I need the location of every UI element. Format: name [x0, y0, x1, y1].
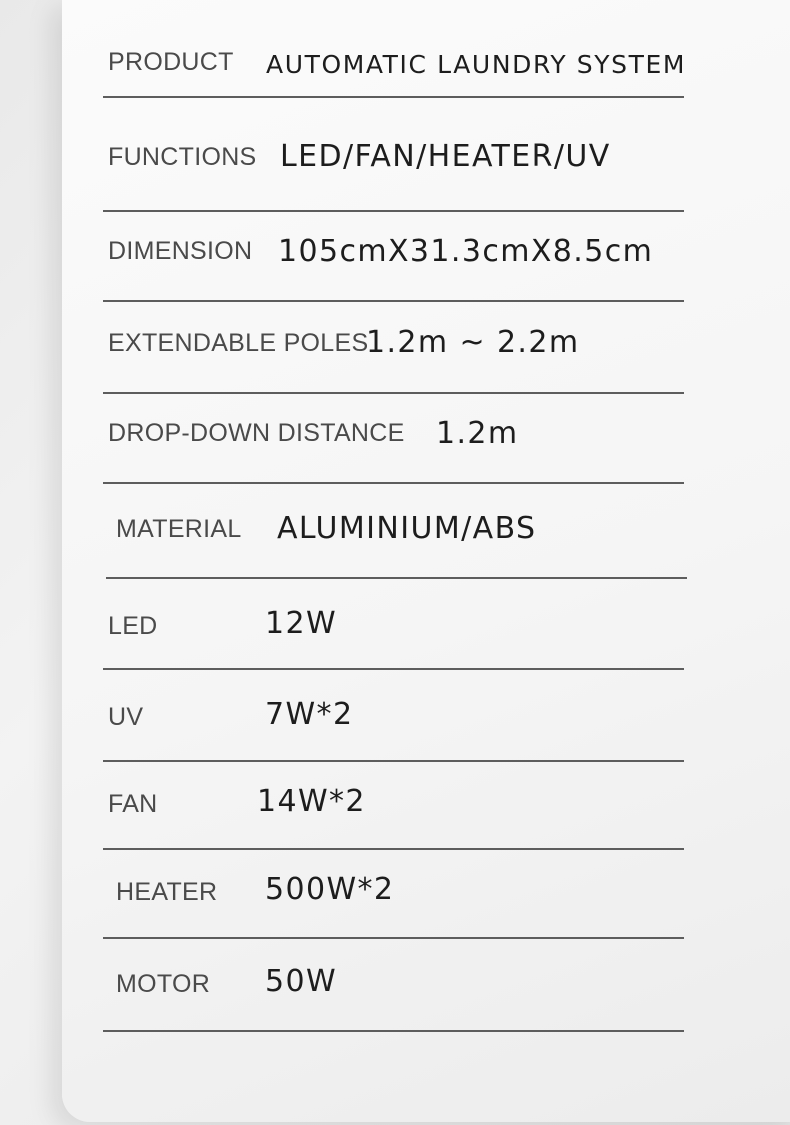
spec-label-dimension: DIMENSION [108, 237, 253, 265]
spec-label-heater: HEATER [116, 878, 218, 906]
spec-label-material: MATERIAL [116, 515, 242, 543]
divider [103, 1030, 684, 1032]
divider [103, 848, 684, 850]
spec-label-uv: UV [108, 703, 144, 731]
spec-value-dimension: 105cmX31.3cmX8.5cm [278, 234, 654, 269]
spec-value-material: ALUMINIUM/ABS [277, 511, 537, 546]
divider [106, 577, 687, 579]
spec-value-uv: 7W*2 [265, 697, 354, 732]
spec-value-product: AUTOMATIC LAUNDRY SYSTEM [266, 50, 687, 79]
divider [103, 937, 684, 939]
spec-label-fan: FAN [108, 790, 158, 818]
divider [103, 482, 684, 484]
spec-label-product: PRODUCT [108, 48, 234, 76]
spec-value-heater: 500W*2 [265, 872, 395, 907]
divider [103, 96, 684, 98]
divider [103, 300, 684, 302]
divider [103, 392, 684, 394]
divider [103, 760, 684, 762]
spec-label-functions: FUNCTIONS [108, 143, 257, 171]
divider [103, 210, 684, 212]
spec-value-led: 12W [265, 606, 338, 641]
spec-label-led: LED [108, 612, 158, 640]
spec-value-fan: 14W*2 [257, 784, 366, 819]
spec-label-drop-down-distance: DROP-DOWN DISTANCE [108, 419, 405, 447]
spec-value-motor: 50W [265, 964, 338, 999]
spec-value-extendable-poles: 1.2m ~ 2.2m [366, 325, 580, 360]
spec-label-motor: MOTOR [116, 970, 211, 998]
spec-label-extendable-poles: EXTENDABLE POLES [108, 329, 369, 357]
divider [103, 668, 684, 670]
spec-value-functions: LED/FAN/HEATER/UV [280, 139, 611, 174]
spec-value-drop-down-distance: 1.2m [436, 416, 519, 451]
